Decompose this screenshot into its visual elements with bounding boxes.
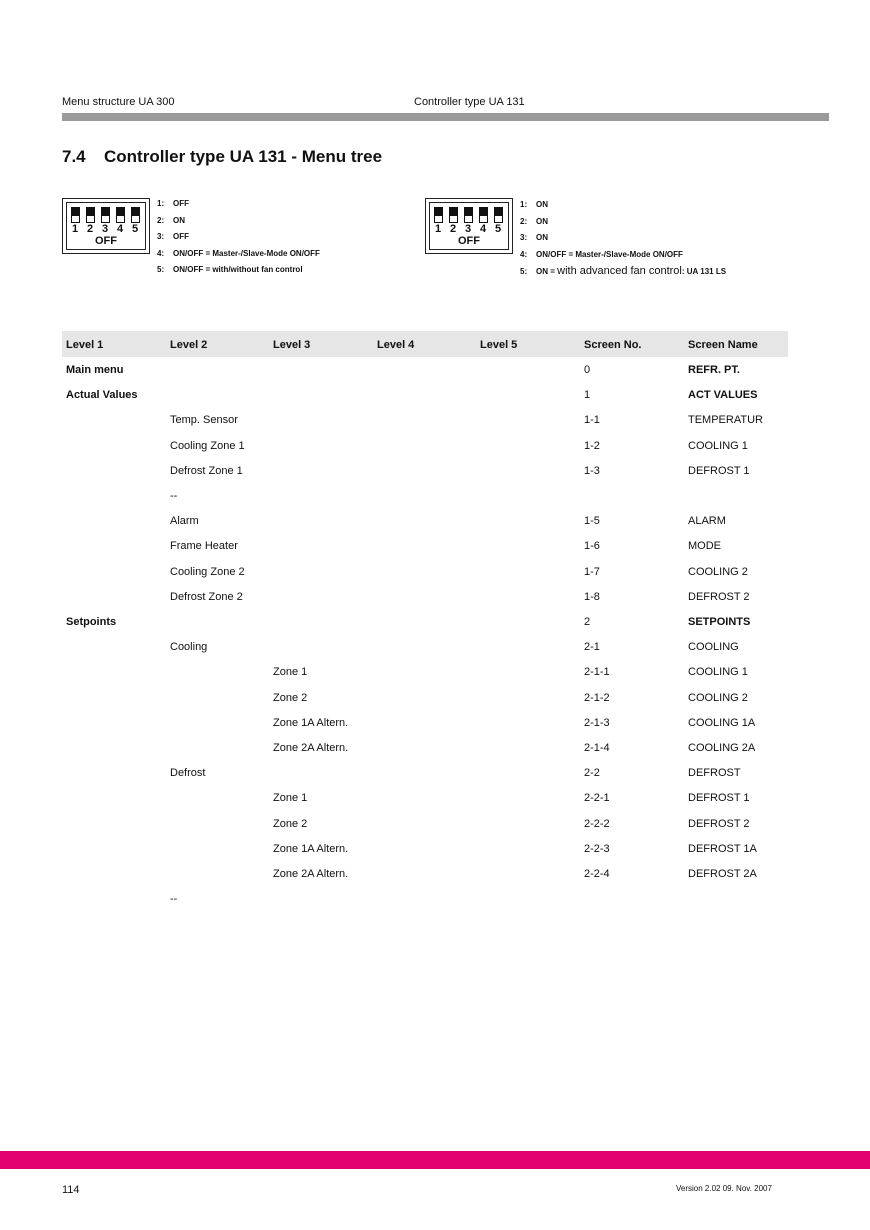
table-row-screen-no: 2-2-1 [584,792,610,804]
table-row-screen-name: DEFROST 2 [688,818,750,830]
table-row-screen-name: DEFROST 2 [688,591,750,603]
table-row-label: Actual Values [66,389,138,401]
dip-digit: 5 [131,223,139,235]
table-row-screen-name: ALARM [688,515,726,527]
table-row-screen-name: COOLING 1A [688,717,756,729]
table-row-screen-name: COOLING 2A [688,742,756,754]
dip-digit: 2 [86,223,94,235]
table-row-screen-no: 1-6 [584,540,600,552]
table-row-label: Zone 1A Altern. [273,717,349,729]
table-row-label: Setpoints [66,616,117,628]
table-row-screen-name: DEFROST 1 [688,465,750,477]
table-row-screen-name: MODE [688,540,721,552]
dip-switch-right-icon [425,198,513,254]
section-title [62,147,382,167]
dip-digit: 2 [449,223,457,235]
table-row-screen-name: SETPOINTS [688,616,751,628]
table-row-screen-no: 1 [584,389,591,401]
table-row-screen-name: COOLING [688,641,739,653]
dip-digit: 3 [464,223,472,235]
table-row-screen-no: 1-7 [584,566,600,578]
table-row-label: Zone 2 [273,818,308,830]
footer-accent-bar [0,1151,870,1169]
dip-digit: 4 [479,223,487,235]
table-row-screen-no: 2-2-4 [584,868,610,880]
table-row-screen-no: 2-2-3 [584,843,610,855]
column-header-level-5: Level 5 [480,339,518,351]
dip-digit: 3 [101,223,109,235]
dip-off-label: OFF [458,235,480,247]
table-row-screen-name: TEMPERATUR [688,414,763,426]
column-header-screen-name: Screen Name [688,339,758,351]
column-header-level-2: Level 2 [170,339,208,351]
column-header-screen-no: Screen No. [584,339,642,351]
table-row-label: Zone 2A Altern. [273,868,349,880]
table-row-label: Main menu [66,364,124,376]
table-row-screen-name: REFR. PT. [688,364,740,376]
table-row-screen-no: 1-1 [584,414,600,426]
table-row-screen-no: 1-8 [584,591,600,603]
table-row-screen-no: 1-3 [584,465,600,477]
table-row-label: Defrost Zone 2 [170,591,243,603]
table-row-screen-no: 0 [584,364,591,376]
dip-digit: 4 [116,223,124,235]
table-row-label: Zone 1 [273,666,308,678]
table-row-label: Zone 1A Altern. [273,843,349,855]
table-row-screen-name: DEFROST 1A [688,843,757,855]
table-row-screen-name: DEFROST [688,767,741,779]
dip-digit: 1 [71,223,79,235]
dip-digit: 1 [434,223,442,235]
header-center: Controller type UA 131 [414,96,525,108]
section-number: 7.4 [62,147,86,166]
table-row-screen-no: 1-5 [584,515,600,527]
table-row-label: Zone 2A Altern. [273,742,349,754]
table-row-screen-name: COOLING 2 [688,566,748,578]
table-row-screen-name: DEFROST 2A [688,868,757,880]
table-row-screen-no: 2-2-2 [584,818,610,830]
dip-settings-right: 1: ON 2: ON 3: ON 4: ON/OFF = Master-/Slave-Mode ON/OFF 5: ON = with advanced fan control: UA 131 LS [520,200,727,277]
table-row-screen-no: 2 [584,616,591,628]
column-header-level-1: Level 1 [66,339,104,351]
column-header-level-4: Level 4 [377,339,415,351]
table-row-screen-no: 2-1 [584,641,600,653]
dip-settings-left: 1: OFF 2: ON 3: OFF 4: ON/OFF = Master-/Slave-Mode ON/OFF 5: ON/OFF = with/without fan control [157,199,320,274]
table-row-screen-no: 2-2 [584,767,600,779]
table-row-screen-no: 2-1-3 [584,717,610,729]
table-row-screen-no: 2-1-4 [584,742,610,754]
header-left: Menu structure UA 300 [62,96,175,108]
table-row-label: Zone 1 [273,792,308,804]
table-row-label: Temp. Sensor [170,414,238,426]
table-row-screen-name: DEFROST 1 [688,792,750,804]
table-row-label: Cooling [170,641,208,653]
dip-digit: 5 [494,223,502,235]
dip-switch-left-icon [62,198,150,254]
table-row-screen-no: 2-1-1 [584,666,610,678]
table-row-screen-no: 2-1-2 [584,692,610,704]
table-row-label: Defrost [170,767,206,779]
header-rule [62,113,829,121]
dip-off-label: OFF [95,235,117,247]
table-row-label: Zone 2 [273,692,308,704]
table-row-screen-name: ACT VALUES [688,389,758,401]
table-row-label: Cooling Zone 2 [170,566,245,578]
section-heading: Controller type UA 131 - Menu tree [104,147,383,166]
table-row-screen-name: COOLING 1 [688,666,748,678]
table-row-label: -- [170,490,178,502]
table-row-label: -- [170,893,178,905]
column-header-level-3: Level 3 [273,339,311,351]
page-number: 114 [62,1184,80,1196]
table-row-screen-name: COOLING 1 [688,440,748,452]
table-row-screen-no: 1-2 [584,440,600,452]
table-row-label: Alarm [170,515,199,527]
version-info: Version 2.02 09. Nov. 2007 [676,1184,772,1193]
table-row-label: Defrost Zone 1 [170,465,243,477]
table-row-label: Cooling Zone 1 [170,440,245,452]
table-row-screen-name: COOLING 2 [688,692,748,704]
table-row-label: Frame Heater [170,540,238,552]
